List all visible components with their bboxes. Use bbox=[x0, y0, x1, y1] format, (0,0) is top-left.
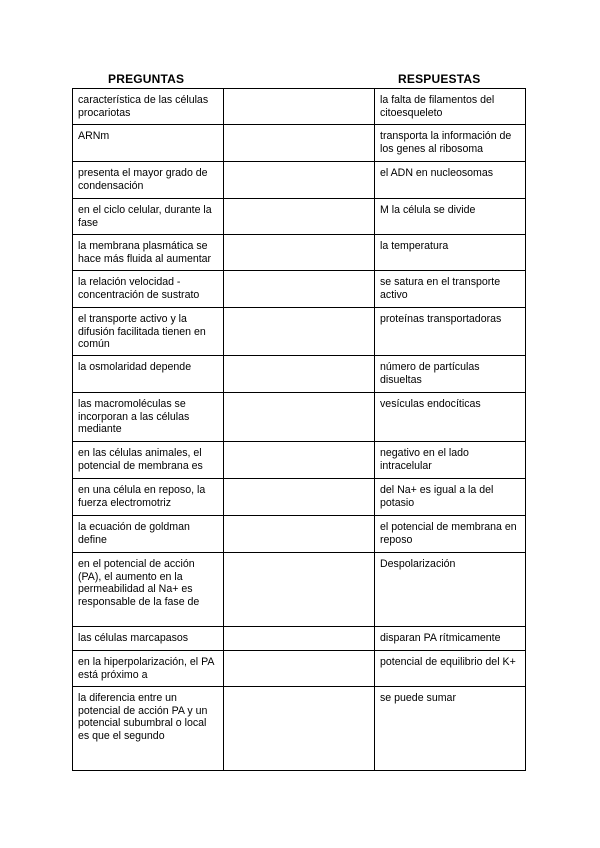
table-row bbox=[73, 308, 526, 356]
table-row bbox=[73, 125, 526, 162]
blank-cell bbox=[224, 687, 375, 771]
table-row bbox=[73, 199, 526, 235]
answer-cell: el potencial de membrana en reposo bbox=[375, 516, 526, 553]
answer-cell: se satura en el transporte activo bbox=[375, 271, 526, 308]
answer-cell: la falta de filamentos del citoesqueleto bbox=[375, 89, 526, 125]
question-cell: el transporte activo y la difusión facilitada tienen en común bbox=[73, 308, 224, 356]
blank-cell bbox=[224, 271, 375, 308]
answer-cell: Despolarización bbox=[375, 553, 526, 627]
table-row bbox=[73, 356, 526, 393]
question-cell: en las células animales, el potencial de membrana es bbox=[73, 442, 224, 479]
blank-cell bbox=[224, 308, 375, 356]
blank-cell bbox=[224, 553, 375, 627]
answer-cell: se puede sumar bbox=[375, 687, 526, 771]
answer-cell: transporta la información de los genes al ribosoma bbox=[375, 125, 526, 162]
blank-cell bbox=[224, 393, 375, 442]
question-cell: la membrana plasmática se hace más fluida al aumentar bbox=[73, 235, 224, 271]
blank-cell bbox=[224, 516, 375, 553]
blank-cell bbox=[224, 356, 375, 393]
blank-cell bbox=[224, 442, 375, 479]
question-cell: las macromoléculas se incorporan a las células mediante bbox=[73, 393, 224, 442]
answer-cell: el ADN en nucleosomas bbox=[375, 162, 526, 199]
table-row bbox=[73, 651, 526, 687]
question-cell: en el potencial de acción (PA), el aumento en la permeabilidad al Na+ es responsable de la fase de bbox=[73, 553, 224, 627]
answer-cell: la temperatura bbox=[375, 235, 526, 271]
answer-cell: proteínas transportadoras bbox=[375, 308, 526, 356]
blank-cell bbox=[224, 199, 375, 235]
question-cell: característica de las células procariotas bbox=[73, 89, 224, 125]
table-row bbox=[73, 89, 526, 125]
question-cell: en una célula en reposo, la fuerza electromotriz bbox=[73, 479, 224, 516]
answer-cell: vesículas endocíticas bbox=[375, 393, 526, 442]
table-row bbox=[73, 235, 526, 271]
answer-cell: del Na+ es igual a la del potasio bbox=[375, 479, 526, 516]
question-cell: en el ciclo celular, durante la fase bbox=[73, 199, 224, 235]
answer-cell: número de partículas disueltas bbox=[375, 356, 526, 393]
blank-cell bbox=[224, 125, 375, 162]
table-row bbox=[73, 687, 526, 771]
table-row bbox=[73, 553, 526, 627]
question-cell: la diferencia entre un potencial de acción PA y un potencial subumbral o local es que el segundo bbox=[73, 687, 224, 771]
qa-table bbox=[72, 88, 526, 771]
question-cell: la ecuación de goldman define bbox=[73, 516, 224, 553]
question-cell: ARNm bbox=[73, 125, 224, 162]
table-row bbox=[73, 627, 526, 651]
question-cell: las células marcapasos bbox=[73, 627, 224, 651]
table-row bbox=[73, 162, 526, 199]
table-row bbox=[73, 442, 526, 479]
question-cell: la relación velocidad - concentración de sustrato bbox=[73, 271, 224, 308]
question-cell: en la hiperpolarización, el PA está próximo a bbox=[73, 651, 224, 687]
questions-header: PREGUNTAS bbox=[108, 72, 185, 86]
blank-cell bbox=[224, 162, 375, 199]
blank-cell bbox=[224, 627, 375, 651]
blank-cell bbox=[224, 89, 375, 125]
answer-cell: negativo en el lado intracelular bbox=[375, 442, 526, 479]
table-row bbox=[73, 271, 526, 308]
table-row bbox=[73, 393, 526, 442]
question-cell: la osmolaridad depende bbox=[73, 356, 224, 393]
answer-cell: disparan PA rítmicamente bbox=[375, 627, 526, 651]
blank-cell bbox=[224, 651, 375, 687]
answer-cell: M la célula se divide bbox=[375, 199, 526, 235]
answers-header: RESPUESTAS bbox=[398, 72, 481, 86]
answer-cell: potencial de equilibrio del K+ bbox=[375, 651, 526, 687]
blank-cell bbox=[224, 479, 375, 516]
question-cell: presenta el mayor grado de condensación bbox=[73, 162, 224, 199]
table-row bbox=[73, 479, 526, 516]
table-row bbox=[73, 516, 526, 553]
blank-cell bbox=[224, 235, 375, 271]
